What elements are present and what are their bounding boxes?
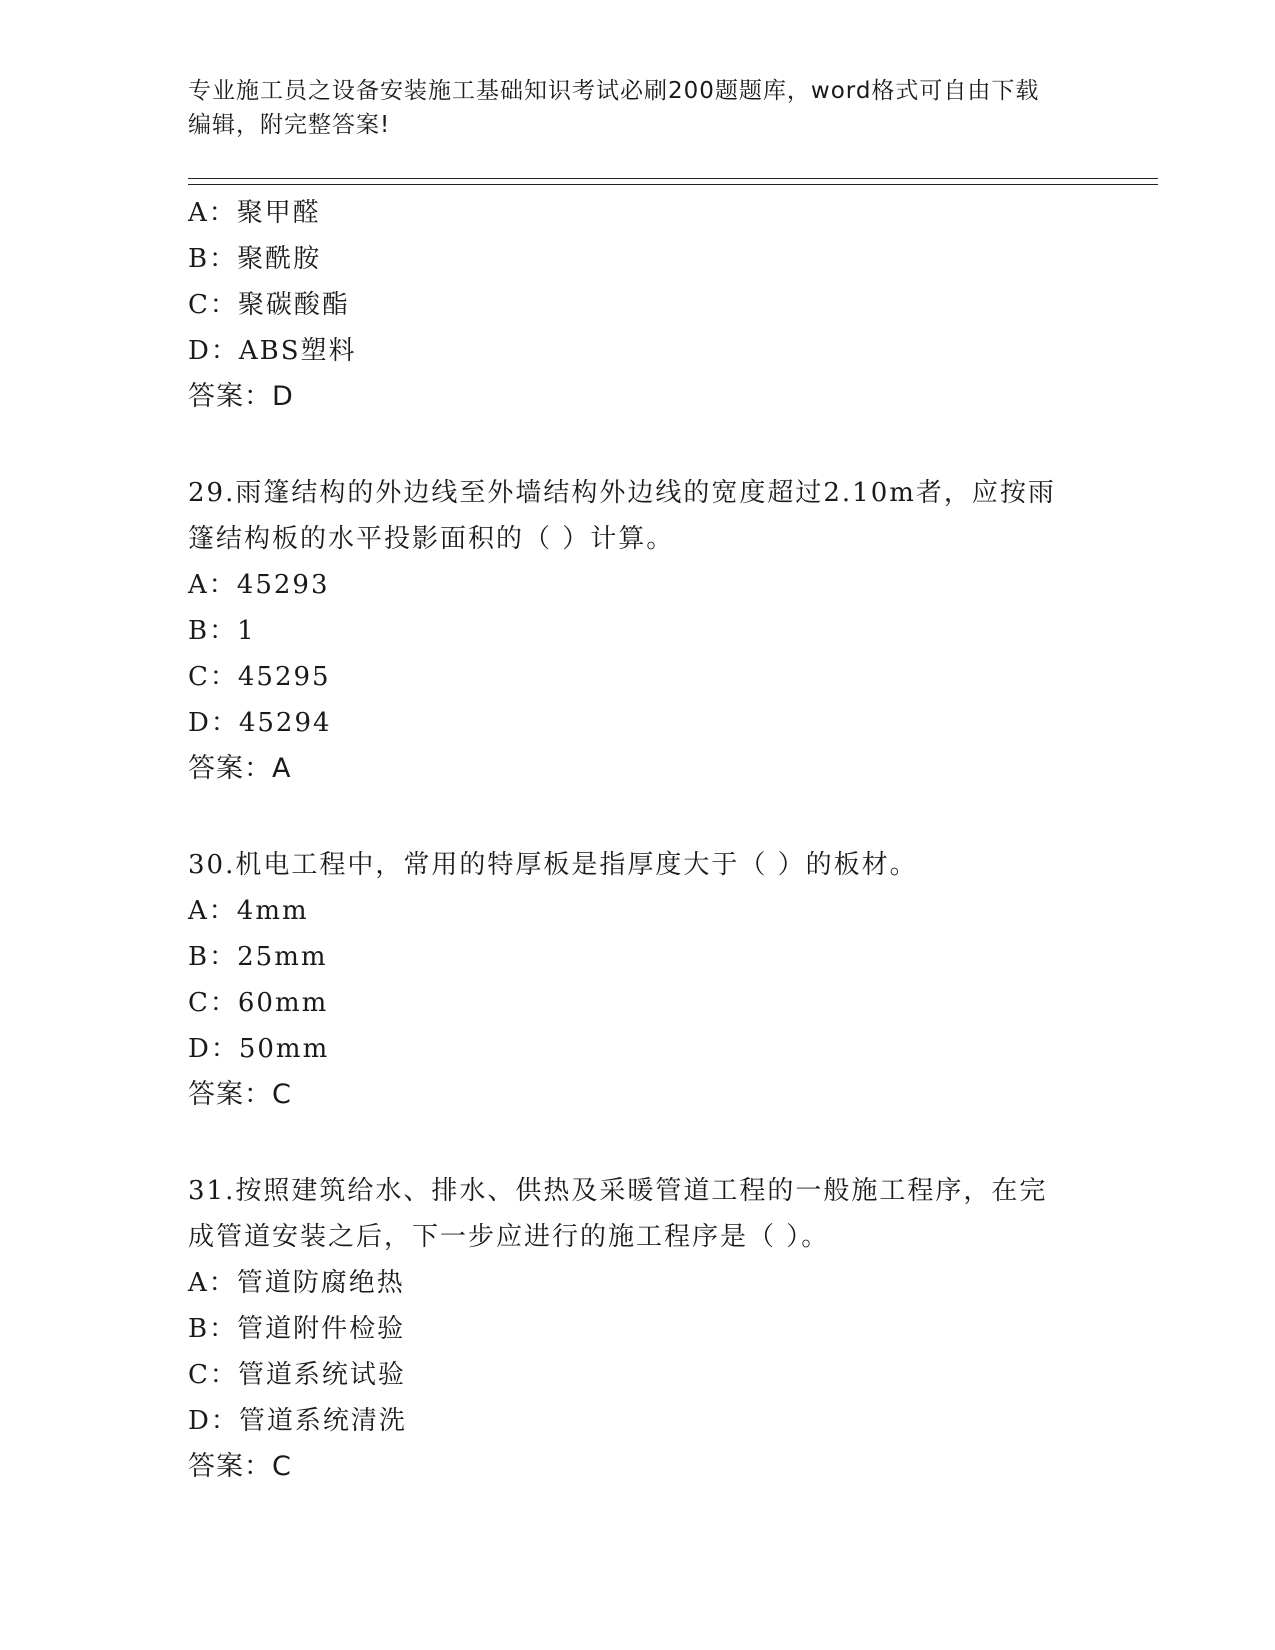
answer-label: 答案：A	[188, 753, 292, 784]
header-divider-top	[188, 178, 1158, 179]
option-c: C：60mm	[188, 988, 329, 1018]
question-30	[188, 842, 1088, 1118]
question-spacer	[188, 420, 1088, 470]
option-b: B：管道附件检验	[188, 1314, 406, 1344]
option-d: D：ABS塑料	[188, 336, 357, 366]
option-a: A：聚甲醛	[188, 198, 321, 228]
question-spacer	[188, 792, 1088, 842]
question-28	[188, 190, 1088, 420]
question-stem-line-1: 31.按照建筑给水、排水、供热及采暖管道工程的一般施工程序，在完	[188, 1176, 1048, 1206]
question-29	[188, 470, 1088, 792]
question-stem-line-2: 成管道安装之后，下一步应进行的施工程序是（ ）。	[188, 1222, 830, 1252]
option-d: D：50mm	[188, 1034, 330, 1064]
option-a: A：管道防腐绝热	[188, 1268, 405, 1298]
option-c: C：聚碳酸酯	[188, 290, 350, 320]
header-line-1: 专业施工员之设备安装施工基础知识考试必刷200题题库，word格式可自由下载	[188, 78, 1040, 104]
option-b: B：25mm	[188, 942, 328, 972]
question-stem-line-1: 29.雨篷结构的外边线至外墙结构外边线的宽度超过2.10m者，应按雨	[188, 478, 1056, 508]
question-stem-line-2: 篷结构板的水平投影面积的（ ）计算。	[188, 524, 675, 554]
option-a: A：45293	[188, 570, 330, 600]
option-b: B：1	[188, 616, 256, 646]
header-divider-bottom	[188, 184, 1158, 185]
option-a: A：4mm	[188, 896, 309, 926]
answer-label: 答案：D	[188, 381, 294, 412]
option-d: D：管道系统清洗	[188, 1406, 407, 1436]
option-b: B：聚酰胺	[188, 244, 322, 274]
question-stem-line-1: 30.机电工程中，常用的特厚板是指厚度大于（ ）的板材。	[188, 850, 918, 880]
option-d: D：45294	[188, 708, 332, 738]
answer-label: 答案：C	[188, 1079, 292, 1110]
header-line-2: 编辑，附完整答案!	[188, 112, 391, 138]
question-31	[188, 1168, 1088, 1490]
answer-label: 答案：C	[188, 1451, 292, 1482]
option-c: C：管道系统试验	[188, 1360, 406, 1390]
question-spacer	[188, 1118, 1088, 1168]
option-c: C：45295	[188, 662, 331, 692]
question-list	[188, 190, 1088, 1490]
page-header	[188, 74, 1088, 142]
